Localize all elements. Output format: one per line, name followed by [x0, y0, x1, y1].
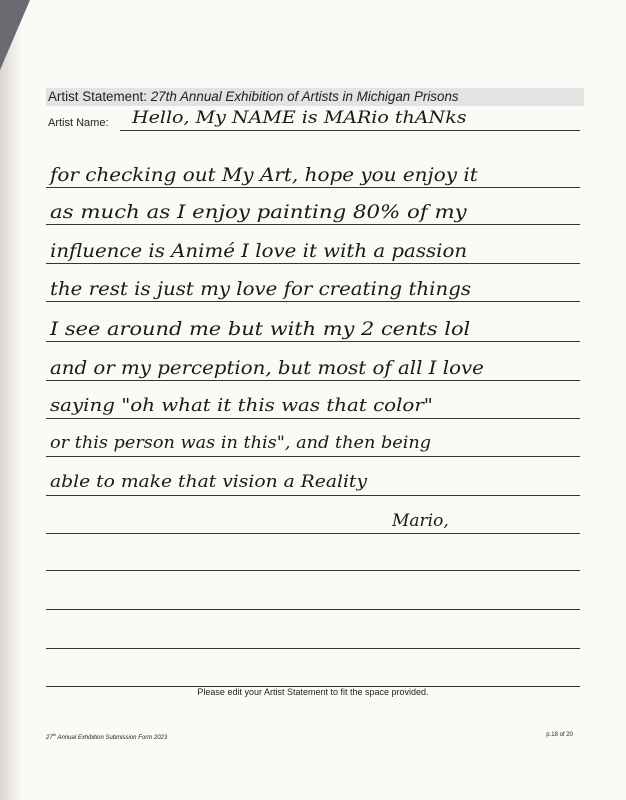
form-title-prefix: Artist Statement:: [48, 89, 151, 104]
form-title: [48, 88, 459, 106]
statement-rule: [46, 341, 580, 342]
page-edge-shadow: [0, 0, 22, 800]
statement-rule: [46, 609, 580, 610]
statement-line: the rest is just my love for creating things: [50, 278, 471, 300]
statement-line: as much as I enjoy painting 80% of my: [50, 201, 467, 223]
statement-rule: [46, 495, 580, 496]
statement-rule: [46, 301, 580, 302]
statement-rule: [46, 533, 580, 534]
footer-instruction: Please edit your Artist Statement to fit the space provided.: [197, 687, 429, 697]
statement-line: and or my perception, but most of all I love: [50, 357, 484, 379]
statement-line: for checking out My Art, hope you enjoy it: [50, 164, 478, 186]
statement-line: I see around me but with my 2 cents lol: [50, 318, 471, 340]
statement-rule: [46, 648, 580, 649]
statement-rule: [46, 263, 580, 264]
artist-name-handwriting: Hello, My NAME is MARio thANks: [132, 108, 467, 128]
name-rule: [120, 130, 580, 131]
form-title-exhibition: 27th Annual Exhibition of Artists in Michigan Prisons: [150, 89, 459, 104]
statement-rule: [46, 380, 580, 381]
statement-rule: [46, 187, 580, 188]
statement-rule: [46, 570, 580, 571]
statement-line: or this person was in this", and then being: [50, 433, 432, 453]
page-corner-fold: [0, 0, 30, 70]
statement-rule: [46, 456, 580, 457]
statement-rule: [46, 418, 580, 419]
statement-rule: [46, 224, 580, 225]
footer-page-number: p.18 of 20: [546, 732, 573, 738]
statement-line: influence is Animé I love it with a passion: [50, 240, 468, 262]
artist-name-label: Artist Name:: [48, 117, 109, 129]
statement-line: saying "oh what it this was that color": [50, 395, 433, 416]
statement-line: able to make that vision a Reality: [50, 472, 368, 492]
footer-form-name: 27th Annual Exhibition Submission Form 2023: [46, 732, 168, 741]
signature-handwriting: Mario,: [392, 511, 449, 531]
